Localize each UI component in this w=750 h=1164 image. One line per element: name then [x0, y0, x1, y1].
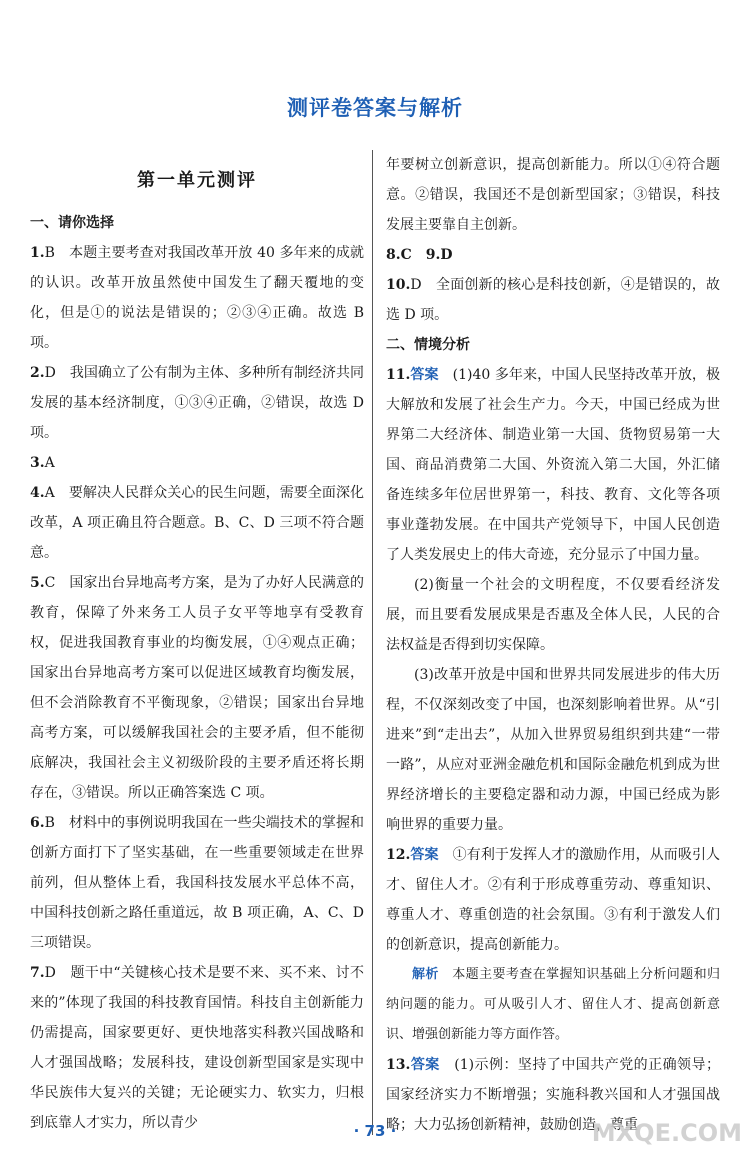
page-title: 测评卷答案与解析: [287, 96, 463, 120]
item-text: (1)示例：坚持了中国共产党的正确领导；国家经济实力不断增强；实施科教兴国和人才强国战略；大力弘扬创新精神，鼓励创造，尊重: [386, 1057, 720, 1133]
item-text: D 全面创新的核心是科技创新，④是错误的，故选 D 项。: [386, 277, 720, 323]
item-number: 3.: [30, 455, 45, 471]
answer-item-3: [30, 448, 364, 478]
answer-item-7-continued: 年要树立创新意识，提高创新能力。所以①④符合题意。②错误，我国还不是创新型国家；③错误，科技发展主要靠自主创新。: [386, 157, 720, 233]
item-number: 7.: [30, 965, 45, 981]
section-heading-situation: 二、情境分析: [386, 337, 470, 353]
item-number: 6.: [30, 815, 45, 831]
right-column: [386, 150, 720, 1140]
item-number: 5.: [30, 575, 45, 591]
answer-item-12: [386, 840, 720, 960]
answer-items-8-9: 8.C 9.D: [386, 247, 453, 263]
answer-item-7: [30, 958, 364, 1138]
item-text: B 本题主要考查对我国改革开放 40 多年来的成就的认识。改革开放虽然使中国发生了翻天覆地的变化，但是①的说法是错误的；②③④正确。故选 B 项。: [30, 245, 364, 351]
explanation-text: 本题主要考查在掌握知识基础上分析问题和归纳问题的能力。可从吸引人才、留住人才、提高创新意识、增强创新能力等方面作答。: [386, 967, 720, 1042]
item-text: D 题干中“关键核心技术是要不来、买不来、讨不来的”体现了我国的科技教育国情。科技自主创新能力仍需提高，国家要更好、更快地落实科教兴国战略和人才强国战略；发展科技，建设创新型国家是实现中华民族伟大复兴的关键；无论硬实力、软实力，归根到底靠人才实力，所以青少: [30, 965, 364, 1131]
item-number: 1.: [30, 245, 45, 261]
watermark-logo: MXQE.COM: [591, 1119, 742, 1147]
item-number: 12.: [386, 847, 411, 863]
answer-label: 答案: [410, 1057, 440, 1073]
section-heading-choice: 一、请你选择: [30, 215, 114, 231]
item-text: D 我国确立了公有制为主体、多种所有制经济共同发展的基本经济制度，①③④正确，②错误，故选 D 项。: [30, 365, 364, 441]
item-number: 2.: [30, 365, 45, 381]
answer-item-11-part-2: (2)衡量一个社会的文明程度，不仅要看经济发展，而且要看发展成果是否惠及全体人民，人民的合法权益是否得到切实保障。: [386, 577, 720, 653]
answer-item-6: [30, 808, 364, 958]
item-number: 13.: [386, 1057, 411, 1073]
page-number: · 73 ·: [353, 1122, 397, 1140]
answer-item-1: [30, 238, 364, 358]
item-text: B 材料中的事例说明我国在一些尖端技术的掌握和创新方面打下了坚实基础，在一些重要领域走在世界前列，但从整体上看，我国科技发展水平总体不高，中国科技创新之路任重道远，故 B 项正确，A、C、D 三项错误。: [30, 815, 364, 951]
answer-item-5: [30, 568, 364, 808]
answer-item-11-part-3: (3)改革开放是中国和世界共同发展进步的伟大历程，不仅深刻改变了中国，也深刻影响着世界。从“引进来”到“走出去”，从加入世界贸易组织到共建“一带一路”，从应对亚洲金融危机和国际金融危机到成为世界经济增长的主要稳定器和动力源，中国已经成为影响世界的重要力量。: [386, 667, 720, 833]
item-text: A 要解决人民群众关心的民生问题，需要全面深化改革，A 项正确且符合题意。B、C、D 三项不符合题意。: [30, 485, 364, 561]
item-number: 11.: [386, 367, 411, 383]
item-text: A: [44, 455, 55, 471]
answer-item-2: [30, 358, 364, 448]
item-text: ①有利于发挥人才的激励作用，从而吸引人才、留住人才。②有利于形成尊重劳动、尊重知识、尊重人才、尊重创造的社会氛围。③有利于激发人们的创新意识，提高创新能力。: [386, 847, 721, 953]
item-number: 10.: [386, 277, 411, 293]
answer-item-12-explanation: [386, 960, 720, 1050]
explanation-label: 解析: [412, 967, 439, 982]
answer-label: 答案: [410, 847, 439, 863]
item-number: 4.: [30, 485, 45, 501]
item-text: C 国家出台异地高考方案，是为了办好人民满意的教育，保障了外来务工人员子女平等地享有受教育权，促进我国教育事业的均衡发展，①④观点正确；国家出台异地高考方案可以促进区域教育均衡发展，但不会消除教育不平衡现象，②错误；国家出台异地高考方案，可以缓解我国社会的主要矛盾，但不能彻底解决，我国社会主义初级阶段的主要矛盾还将长期存在，③错误。所以正确答案选 C 项。: [30, 575, 364, 801]
answer-label: 答案: [410, 367, 439, 383]
answer-item-11: [386, 360, 720, 570]
answer-item-4: [30, 478, 364, 568]
column-divider: [372, 150, 373, 1135]
answer-item-10: [386, 270, 720, 330]
left-column: [30, 150, 364, 1138]
item-text: (1)40 多年来，中国人民坚持改革开放，极大解放和发展了社会生产力。今天，中国已经成为世界第二大经济体、制造业第一大国、货物贸易第一大国、商品消费第二大国、外资流入第二大国，外汇储备连续多年位居世界第一，科技、教育、文化等各项事业蓬勃发展。在中国共产党领导下，中国人民创造了人类发展史上的伟大奇迹，充分显示了中国力量。: [386, 367, 720, 563]
unit-title: 第一单元测评: [137, 170, 257, 191]
